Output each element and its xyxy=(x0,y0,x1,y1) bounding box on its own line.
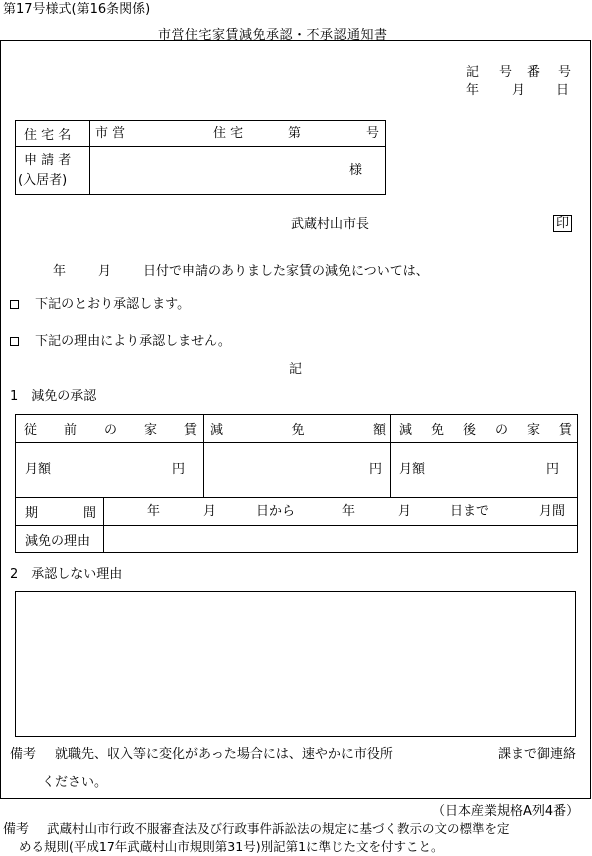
document-title: 市営住宅家賃減免承認・不承認通知書 xyxy=(158,28,388,43)
paper-spec: （日本産業規格A列4番） xyxy=(432,804,580,819)
period-months: 月間 xyxy=(539,504,566,519)
h3-c1: 免 xyxy=(430,423,444,438)
body-year: 年 xyxy=(53,264,67,279)
approve-checkbox[interactable] xyxy=(10,300,19,309)
footer-note-label: 備考 xyxy=(3,822,30,837)
housing-prefix: 市 営 xyxy=(95,126,126,141)
h2-c1: 免 xyxy=(291,423,305,438)
ref-kigou: 記 xyxy=(466,65,480,80)
reject-checkbox[interactable] xyxy=(10,337,19,346)
reduction-table xyxy=(15,414,578,498)
col-head-previous-rent-text xyxy=(16,419,203,438)
body-text: 日付で申請のありました家賃の減免については、 xyxy=(143,264,429,279)
housing-info-table xyxy=(15,120,386,195)
period-label-text xyxy=(16,502,103,521)
ref-year: 年 xyxy=(466,83,480,98)
h1-c1: 前 xyxy=(63,423,77,438)
reduction-yen: 円 xyxy=(369,462,383,477)
reason-value xyxy=(104,526,578,553)
housing-mid: 住 宅 xyxy=(213,126,244,141)
col-head-after-rent xyxy=(391,415,578,443)
h3-c3: の xyxy=(494,423,508,438)
period-label xyxy=(16,498,104,526)
note-text2: 課まで御連絡 xyxy=(498,747,577,762)
applicant-label-line2: (入居者) xyxy=(18,172,68,188)
period-from-month: 月 xyxy=(203,504,217,519)
ref-gou2: 号 xyxy=(558,65,572,80)
period-value xyxy=(104,498,578,526)
housing-label: 住 宅 名 xyxy=(16,121,90,147)
ki-heading: 記 xyxy=(289,362,303,377)
h3-c0: 減 xyxy=(399,423,413,438)
applicant-value xyxy=(90,147,386,195)
period-label-c1: 間 xyxy=(82,506,96,521)
h3-c5: 賃 xyxy=(558,423,572,438)
previous-rent-yen: 円 xyxy=(172,462,186,477)
period-table xyxy=(15,497,578,553)
option-reject-label: 下記の理由により承認しません。 xyxy=(35,334,231,349)
footer-note-line1: 武蔵村山市行政不服審査法及び行政事件訴訟法の規定に基づく教示の文の標準を定 xyxy=(47,821,510,836)
h2-c0: 減 xyxy=(210,423,224,438)
applicant-label-line1: 申 請 者 xyxy=(24,152,72,168)
h1-c0: 従 xyxy=(24,423,38,438)
previous-rent-label: 月額 xyxy=(25,462,52,477)
body-month: 月 xyxy=(98,264,112,279)
period-to-year: 年 xyxy=(342,504,356,519)
seal-mark: 印 xyxy=(553,215,572,232)
after-rent-label: 月額 xyxy=(399,462,426,477)
option-approve-label: 下記のとおり承認します。 xyxy=(35,297,191,312)
section1-heading: 1 減免の承認 xyxy=(10,389,97,404)
after-rent-cell xyxy=(391,443,578,498)
housing-value xyxy=(90,121,386,147)
section2-heading: 2 承認しない理由 xyxy=(10,567,123,582)
h1-c2: の xyxy=(103,423,117,438)
col-head-after-rent-text xyxy=(391,419,577,438)
h1-c4: 賃 xyxy=(183,423,197,438)
col-head-reduction-text xyxy=(204,419,390,438)
sama: 様 xyxy=(349,163,363,178)
rejection-reason-box xyxy=(15,591,576,737)
h1-c3: 家 xyxy=(143,423,157,438)
housing-dai: 第 xyxy=(288,126,302,141)
period-to-month: 月 xyxy=(398,504,412,519)
mayor-title: 武蔵村山市長 xyxy=(291,217,370,232)
reduction-cell xyxy=(204,443,391,498)
h2-c2: 額 xyxy=(372,423,386,438)
note-text1: 就職先、収入等に変化があった場合には、速やかに市役所 xyxy=(55,747,393,762)
period-from-day: 日から xyxy=(256,504,296,519)
col-head-previous-rent xyxy=(16,415,204,443)
option-approve xyxy=(10,298,190,311)
applicant-label xyxy=(16,147,90,195)
ref-month: 月 xyxy=(512,83,526,98)
col-head-reduction xyxy=(204,415,391,443)
period-to-day: 日まで xyxy=(450,504,490,519)
ref-ban: 番 xyxy=(527,65,541,80)
ref-gou: 号 xyxy=(499,65,513,80)
period-from-year: 年 xyxy=(147,504,161,519)
housing-gou: 号 xyxy=(366,126,380,141)
note-label: 備考 xyxy=(10,747,37,762)
note-text3: ください。 xyxy=(42,775,108,790)
after-rent-yen: 円 xyxy=(546,462,560,477)
form-number: 第17号様式(第16条関係) xyxy=(3,2,151,17)
previous-rent-cell xyxy=(16,443,204,498)
period-label-c0: 期 xyxy=(25,506,39,521)
h3-c2: 後 xyxy=(462,423,476,438)
footer-note-line2: める規則(平成17年武蔵村山市規則第31号)別記第1に準じた文を付すこと。 xyxy=(19,839,444,854)
ref-day: 日 xyxy=(556,83,570,98)
option-reject xyxy=(10,335,231,348)
reason-label: 減免の理由 xyxy=(16,526,104,553)
h3-c4: 家 xyxy=(526,423,540,438)
